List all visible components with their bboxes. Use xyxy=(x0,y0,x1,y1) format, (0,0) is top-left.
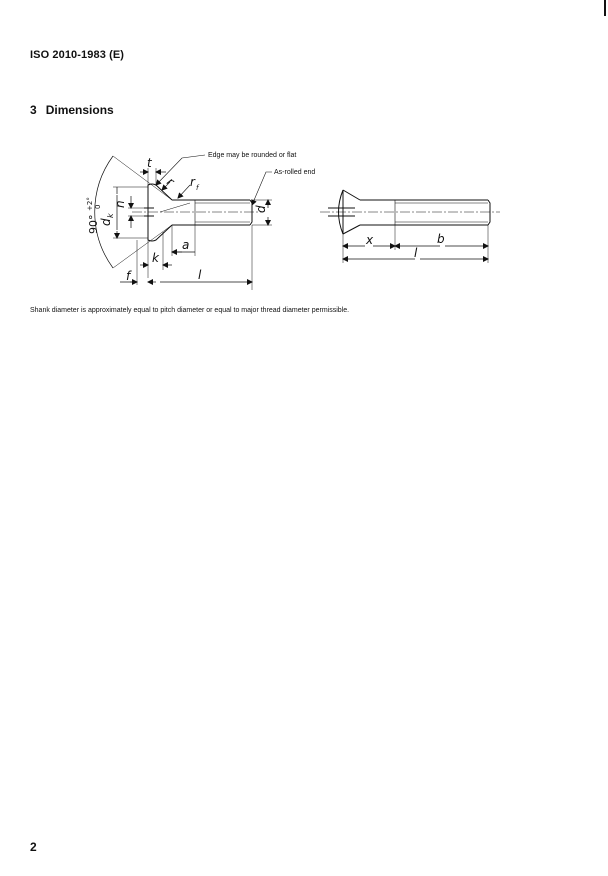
label-r: r xyxy=(164,174,177,189)
label-dk xyxy=(99,213,115,226)
svg-text:f: f xyxy=(196,184,199,192)
svg-text:0: 0 xyxy=(94,204,102,209)
svg-text:k: k xyxy=(106,213,115,218)
svg-text:+2°: +2° xyxy=(86,197,94,211)
left-view xyxy=(95,155,272,290)
end-callout: As-rolled end xyxy=(274,169,316,176)
shank-outline xyxy=(172,200,250,225)
svg-text:90°: 90° xyxy=(87,214,100,234)
label-k: k xyxy=(152,251,159,265)
label-l: l xyxy=(198,268,202,282)
label-x: x xyxy=(366,233,374,247)
label-f: f xyxy=(126,269,131,283)
label-n: n xyxy=(113,200,127,208)
label-a: a xyxy=(182,238,190,252)
page-number: 2 xyxy=(30,840,37,854)
thread-lines xyxy=(195,203,250,222)
label-angle xyxy=(86,197,102,234)
label-d: d xyxy=(254,205,268,213)
label-rf xyxy=(190,175,200,192)
note-text: Shank diameter is approximately equal to pitch diameter or equal to major thread diameter permissible. xyxy=(30,307,350,314)
shank-right xyxy=(360,200,488,225)
label-l2: l xyxy=(414,246,418,260)
document-header: ISO 2010-1983 (E) xyxy=(30,49,125,61)
section-title-text: Dimensions xyxy=(45,103,114,117)
edge-callout: Edge may be rounded or flat xyxy=(208,152,297,159)
section-number: 3 xyxy=(30,103,37,117)
right-view xyxy=(320,190,500,263)
svg-text:d: d xyxy=(99,218,113,226)
label-t: t xyxy=(147,156,152,170)
svg-text:r: r xyxy=(190,175,195,189)
shank-end xyxy=(250,200,252,225)
label-b: b xyxy=(437,232,445,246)
